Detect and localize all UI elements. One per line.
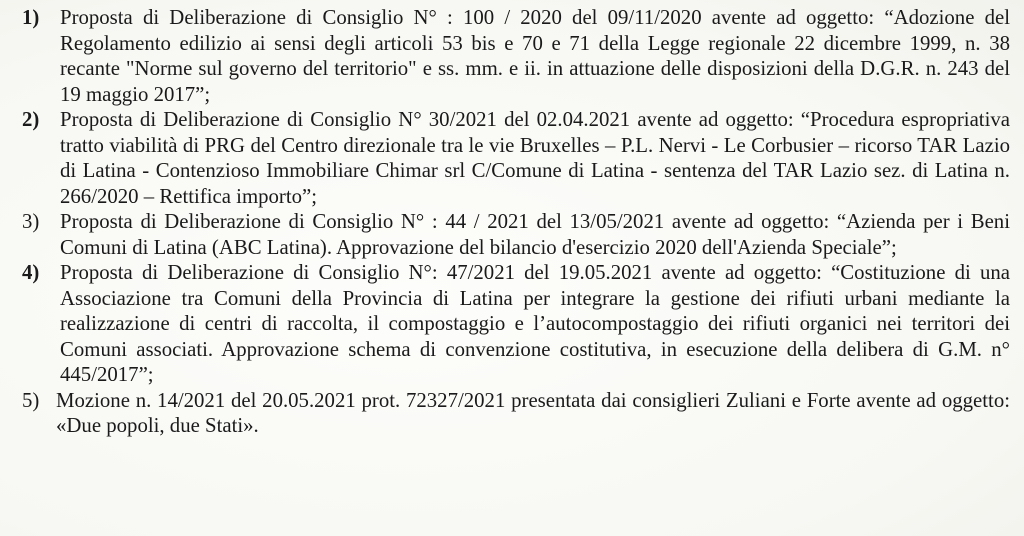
item-text: Proposta di Deliberazione di Consiglio N°: 47/2021 del 19.05.2021 avente ad oggetto: “Costituzione di una Associazione tra Comuni della Provincia di Latina per integrare la gestione dei rifiuti urbani mediante la realizzazione di centri di raccolta, il compostaggio e l’autocompostaggio dei rifiuti organici nei territori dei Comuni associati. Approvazione schema di convenzione costitutiva, in esecuzione della delibera di G.M. n° 445/2017”; — [60, 261, 1010, 386]
item-text: Proposta di Deliberazione di Consiglio N° 30/2021 del 02.04.2021 avente ad oggetto: “Procedura espropriativa tratto viabilità di PRG del Centro direzionale tra le vie Bruxelles – P.L. Nervi - Le Corbusier – ricorso TAR Lazio di Latina - Contenzioso Immobiliare Chimar srl C/Comune di Latina - sentenza del TAR Lazio sez. di Latina n. 266/2020 – Rettifica importo”; — [60, 108, 1010, 208]
item-number: 4) — [22, 261, 40, 284]
agenda-item-5 — [22, 388, 1010, 439]
item-number: 3) — [22, 210, 40, 233]
agenda-item-2 — [22, 107, 1010, 209]
agenda-item-4 — [22, 260, 1010, 388]
item-text: Proposta di Deliberazione di Consiglio N° : 44 / 2021 del 13/05/2021 avente ad oggetto: “Azienda per i Beni Comuni di Latina (ABC Latina). Approvazione del bilancio d'esercizio 2020 dell'Azienda Speciale”; — [60, 210, 1010, 259]
item-number: 1) — [22, 6, 40, 29]
item-number: 2) — [22, 108, 40, 131]
item-text: Mozione n. 14/2021 del 20.05.2021 prot. 72327/2021 presentata dai consiglieri Zuliani e Forte avente ad oggetto: «Due popoli, due Stati». — [56, 388, 1010, 437]
agenda-list — [22, 5, 1010, 439]
agenda-item-1 — [22, 5, 1010, 107]
item-number: 5) — [22, 388, 40, 412]
agenda-item-3 — [22, 209, 1010, 260]
item-text: Proposta di Deliberazione di Consiglio N° : 100 / 2020 del 09/11/2020 avente ad oggetto: “Adozione del Regolamento edilizio ai sensi degli articoli 53 bis e 70 e 71 della Legge regionale 22 dicembre 1999, n. 38 recante "Norme sul governo del territorio" e ss. mm. e ii. in attuazione delle disposizioni della D.G.R. n. 243 del 19 maggio 2017”; — [60, 6, 1010, 106]
